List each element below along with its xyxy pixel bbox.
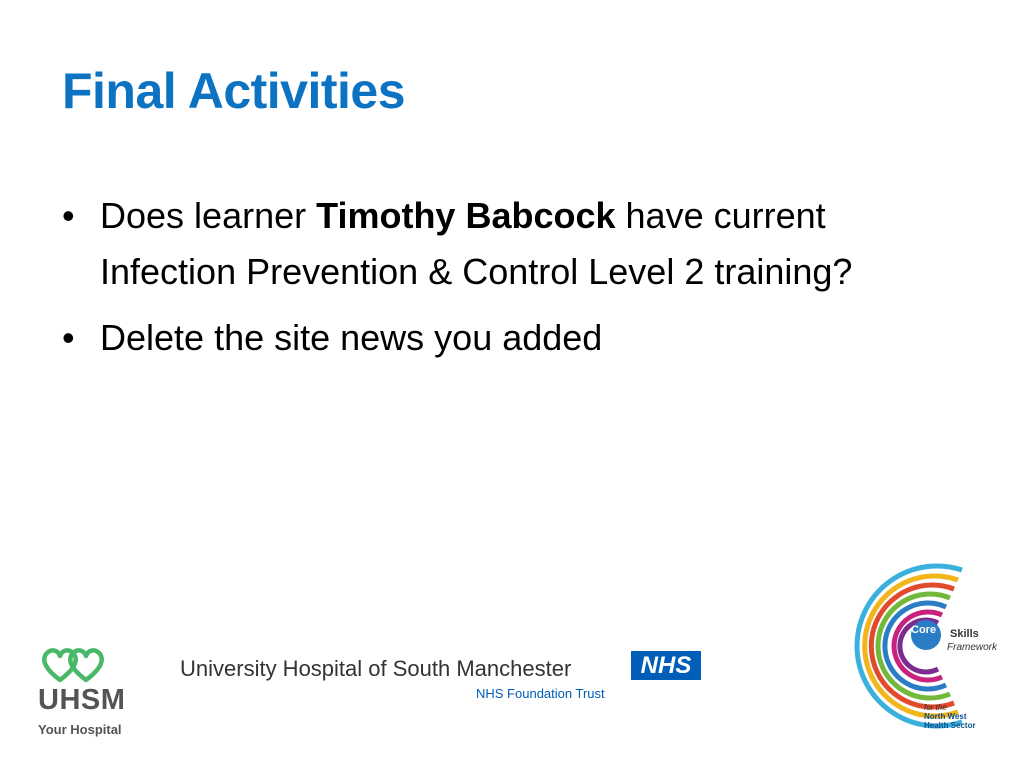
- uhsm-logo: [32, 648, 142, 748]
- foundation-trust-label: NHS Foundation Trust: [476, 686, 605, 701]
- csf-core: Core: [911, 624, 937, 636]
- heart-icon: [40, 648, 110, 684]
- slide-title: Final Activities: [62, 63, 406, 119]
- csf-framework: Framework: [947, 642, 998, 653]
- bullet-list: [62, 188, 962, 376]
- csf-for-the: for the: [924, 703, 947, 712]
- csf-region: North West: [924, 712, 967, 721]
- uhsm-name: UHSM: [38, 684, 126, 716]
- bullet-item: • Delete the site news you added: [62, 310, 962, 366]
- csf-skills: Skills: [950, 628, 979, 640]
- uhsm-tagline: Your Hospital: [38, 722, 122, 737]
- learner-name: Timothy Babcock: [316, 195, 616, 236]
- hospital-name: University Hospital of South Manchester: [180, 656, 572, 681]
- bullet-dot-icon: •: [62, 195, 75, 236]
- bullet-dot-icon: •: [62, 317, 75, 358]
- bullet-item: • Does learner Timothy Babcock have current Infection Prevention & Control Level 2 training?: [62, 188, 962, 300]
- nhs-badge: NHS: [631, 651, 701, 680]
- csf-sector: Health Sector: [924, 721, 976, 730]
